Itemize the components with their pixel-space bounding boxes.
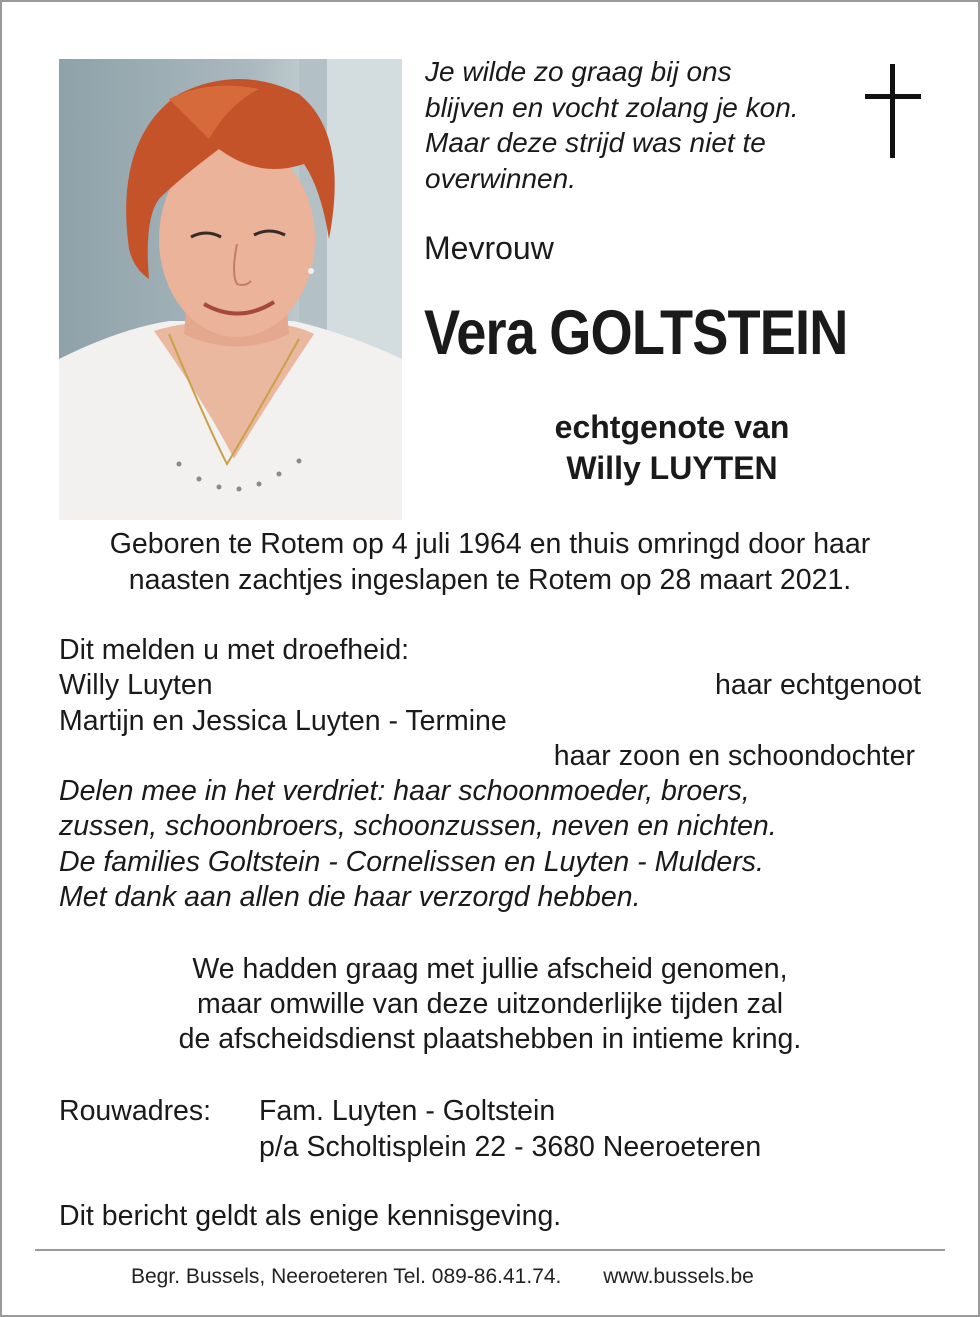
birth-death-line: Geboren te Rotem op 4 juli 1964 en thuis omringd door haar	[109, 528, 871, 560]
portrait-illustration	[59, 59, 402, 520]
grief-line: Met dank aan allen die haar verzorgd hebben.	[59, 881, 641, 914]
footer-divider	[35, 1249, 945, 1251]
mourner-relation-row	[59, 739, 929, 774]
poem-line: blijven en vocht zolang je kon.	[425, 91, 799, 123]
mourner-relation: haar echtgenoot	[715, 669, 921, 702]
birth-death-line: naasten zachtjes ingeslapen te Rotem op 28 maart 2021.	[128, 564, 852, 596]
spouse-name: Willy LUYTEN	[566, 450, 778, 486]
farewell-text	[40, 952, 940, 1057]
farewell-line: We hadden graag met jullie afscheid genomen,	[192, 953, 788, 985]
mourner-name-row	[59, 704, 929, 739]
announcement-intro: Dit melden u met droefheid:	[59, 634, 410, 666]
cross-icon	[865, 64, 921, 158]
mourner-row	[59, 668, 929, 703]
poem-line: Maar deze strijd was niet te	[425, 127, 766, 158]
mourner-name: Martijn en Jessica Luyten - Termine	[59, 704, 507, 737]
address-value	[259, 1093, 761, 1165]
honorific: Mevrouw	[424, 230, 554, 266]
mourner-relation: haar zoon en schoondochter	[553, 739, 915, 772]
deceased-name: Vera GOLTSTEIN	[424, 298, 848, 368]
address-label: Rouwadres:	[59, 1095, 212, 1127]
birth-death-text	[40, 526, 940, 598]
grief-line: zussen, schoonbroers, schoonzussen, neven en nichten.	[59, 810, 777, 843]
notice-text: Dit bericht geldt als enige kennisgeving.	[59, 1200, 562, 1232]
mourner-name: Willy Luyten	[59, 669, 213, 702]
address-line: Fam. Luyten - Goltstein	[259, 1095, 556, 1127]
grief-line: Delen mee in het verdriet: haar schoonmoeder, broers,	[59, 775, 750, 808]
farewell-line: maar omwille van deze uitzonderlijke tijden zal	[196, 988, 784, 1020]
farewell-line: de afscheidsdienst plaatshebben in intieme kring.	[178, 1023, 802, 1055]
undertaker-info: Begr. Bussels, Neeroeteren Tel. 089-86.41.74.	[131, 1265, 562, 1288]
grief-line: De families Goltstein - Cornelissen en Luyten - Mulders.	[59, 845, 764, 878]
poem	[425, 54, 845, 196]
announcement	[59, 633, 929, 915]
poem-line: overwinnen.	[425, 162, 576, 194]
relation-label: echtgenote van	[554, 409, 790, 445]
poem-line: Je wilde zo graag bij ons	[425, 56, 732, 87]
portrait-photo	[59, 59, 402, 520]
address-line: p/a Scholtisplein 22 - 3680 Neeroeteren	[259, 1131, 762, 1163]
website-link[interactable]: www.bussels.be	[603, 1265, 754, 1288]
footer	[131, 1265, 754, 1289]
spouse-block	[480, 407, 864, 489]
